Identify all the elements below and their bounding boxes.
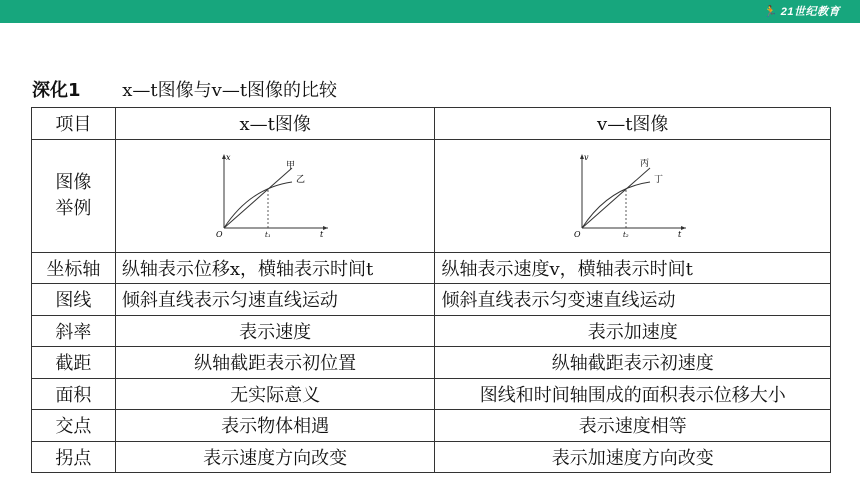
xt-curve-a — [224, 168, 292, 228]
xt-curve-b-label: 乙 — [296, 175, 306, 185]
top-banner — [0, 0, 860, 23]
section-title: x—t图像与v—t图像的比较 — [122, 80, 338, 101]
row-vt: 图线和时间轴围成的面积表示位移大小 — [435, 378, 831, 410]
xt-curve-a-label: 甲 — [286, 161, 296, 171]
example-label-text: 图像 举例 — [55, 172, 92, 219]
row-xt: 表示速度 — [115, 315, 435, 347]
xt-graph — [210, 148, 340, 238]
brand-logo — [764, 3, 840, 19]
example-row — [32, 139, 831, 252]
table-header-row — [32, 108, 831, 140]
row-item: 拐点 — [32, 441, 116, 473]
row-vt: 纵轴截距表示初速度 — [435, 347, 831, 379]
vt-curve-b — [582, 182, 650, 228]
vt-curve-b-label: 丁 — [653, 175, 663, 185]
row-vt: 表示加速度 — [435, 315, 831, 347]
xt-x-label: t — [320, 230, 324, 238]
row-item: 图线 — [32, 284, 116, 316]
table-row — [32, 410, 831, 442]
row-xt: 表示速度方向改变 — [115, 441, 435, 473]
table-row — [32, 252, 831, 284]
section-heading — [32, 76, 337, 102]
table-row — [32, 284, 831, 316]
header-xt: x—t图像 — [115, 108, 435, 140]
vt-y-label: v — [583, 153, 589, 162]
watermark — [810, 420, 820, 454]
vt-graph-cell — [435, 139, 831, 252]
vt-origin: O — [573, 230, 581, 238]
row-item: 坐标轴 — [32, 252, 116, 284]
runner-icon: 🏃 — [763, 6, 778, 18]
row-vt: 表示加速度方向改变 — [435, 441, 831, 473]
row-xt: 纵轴表示位移x，横轴表示时间t — [115, 252, 435, 284]
logo-text: 21世纪教育 — [780, 6, 840, 18]
table-body — [32, 252, 831, 473]
xt-x-arrow — [323, 226, 328, 230]
table-row — [32, 347, 831, 379]
table-row — [32, 441, 831, 473]
row-item: 斜率 — [32, 315, 116, 347]
vt-graph — [568, 148, 698, 238]
row-vt: 表示速度相等 — [435, 410, 831, 442]
row-xt: 表示物体相遇 — [115, 410, 435, 442]
xt-graph-cell — [115, 139, 435, 252]
header-item: 项目 — [32, 108, 116, 140]
vt-curve-a-label: 丙 — [639, 159, 649, 169]
row-vt: 纵轴表示速度v，横轴表示时间t — [435, 252, 831, 284]
row-item: 面积 — [32, 378, 116, 410]
row-vt: 倾斜直线表示匀变速直线运动 — [435, 284, 831, 316]
row-xt: 无实际意义 — [115, 378, 435, 410]
vt-x-arrow — [681, 226, 686, 230]
example-label — [32, 139, 116, 252]
row-xt: 倾斜直线表示匀速直线运动 — [115, 284, 435, 316]
table-row — [32, 378, 831, 410]
section-tag: 深化1 — [32, 80, 81, 101]
xt-y-label: x — [226, 153, 231, 162]
vt-x-label: t — [677, 230, 681, 238]
row-xt: 纵轴截距表示初位置 — [115, 347, 435, 379]
header-vt: v—t图像 — [435, 108, 831, 140]
row-item: 截距 — [32, 347, 116, 379]
vt-curve-a — [582, 168, 650, 228]
vt-tick: t₂ — [622, 231, 629, 238]
xt-tick: t₁ — [265, 231, 271, 238]
table-row — [32, 315, 831, 347]
xt-curve-b — [224, 182, 292, 228]
xt-origin: O — [216, 230, 223, 238]
row-item: 交点 — [32, 410, 116, 442]
comparison-table — [31, 107, 831, 473]
